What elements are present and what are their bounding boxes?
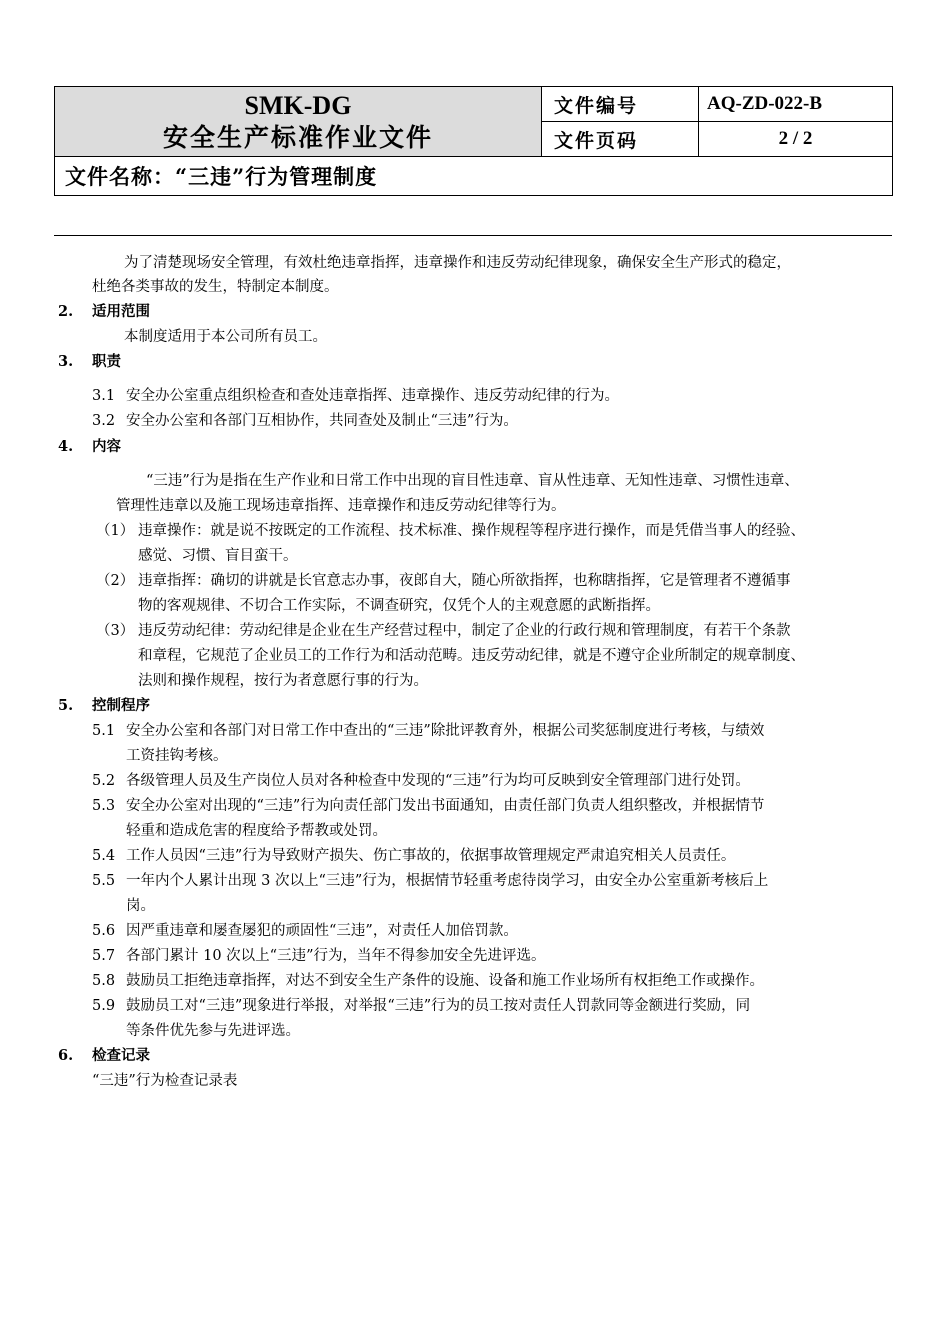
item-5-1-number: 5.1 xyxy=(92,723,116,739)
document-title-cell xyxy=(55,87,542,157)
item-5-7-text: 各部门累计 10 次以上“三违”行为，当年不得参加安全先进评选。 xyxy=(126,948,546,964)
item-5-5-number: 5.5 xyxy=(92,873,116,889)
item-3-1-number: 3.1 xyxy=(92,388,116,404)
item-5-5-line-2: 岗。 xyxy=(126,898,155,914)
item-4-2-line-2: 物的客观规律、不切合工作实际，不调查研究，仅凭个人的主观意愿的武断指挥。 xyxy=(138,598,660,614)
item-5-1-line-2: 工资挂钩考核。 xyxy=(126,748,228,764)
item-5-9-line-1: 鼓励员工对“三违”现象进行举报，对举报“三违”行为的员工按对责任人罚款同等金额进行奖励，同 xyxy=(126,998,751,1014)
section-4-para-line-1: “三违”行为是指在生产作业和日常工作中出现的盲目性违章、盲从性违章、无知性违章、习惯性违章、 xyxy=(146,473,799,489)
item-4-3-line-2: 和章程，它规范了企业员工的工作行为和活动范畴。违反劳动纪律，就是不遵守企业所制定的规章制度、 xyxy=(138,648,805,664)
document-name-label: 文件名称： xyxy=(65,164,175,189)
header-divider xyxy=(54,235,892,236)
document-header-table xyxy=(54,86,893,196)
item-4-3-number: （3） xyxy=(96,623,135,639)
section-6-title: 检查记录 xyxy=(92,1047,150,1064)
item-5-8-text: 鼓励员工拒绝违章指挥，对达不到安全生产条件的设施、设备和施工作业场所有权拒绝工作或操作。 xyxy=(126,973,764,989)
page-number-value: 2 / 2 xyxy=(699,122,893,157)
section-6-text: “三违”行为检查记录表 xyxy=(92,1073,238,1089)
item-4-2-line-1: 违章指挥：确切的讲就是长官意志办事，夜郎自大，随心所欲指挥，也称瞎指挥，它是管理者不遵循事 xyxy=(138,573,791,589)
item-4-1-line-1: 违章操作：就是说不按既定的工作流程、技术标准、操作规程等程序进行操作，而是凭借当事人的经验、 xyxy=(138,523,805,539)
item-5-9-line-2: 等条件优先参与先进评选。 xyxy=(126,1023,300,1039)
item-5-4-number: 5.4 xyxy=(92,848,116,864)
section-5-number: 5. xyxy=(58,697,74,714)
item-4-1-number: （1） xyxy=(96,523,135,539)
section-3-title: 职责 xyxy=(92,353,121,370)
item-3-2-text: 安全办公室和各部门互相协作，共同查处及制止“三违”行为。 xyxy=(126,413,518,429)
item-4-3-line-3: 法则和操作规程，按行为者意愿行事的行为。 xyxy=(138,673,428,689)
document-name-row xyxy=(55,157,893,196)
section-4-para-line-2: 管理性违章以及施工现场违章指挥、违章操作和违反劳动纪律等行为。 xyxy=(116,498,566,514)
section-2-number: 2. xyxy=(58,303,74,320)
item-5-1-line-1: 安全办公室和各部门对日常工作中查出的“三违”除批评教育外，根据公司奖惩制度进行考核，与绩效 xyxy=(126,723,765,739)
doc-number-value: AQ-ZD-022-B xyxy=(699,87,893,122)
item-5-6-text: 因严重违章和屡查屡犯的顽固性“三违”，对责任人加倍罚款。 xyxy=(126,923,518,939)
item-5-3-line-1: 安全办公室对出现的“三违”行为向责任部门发出书面通知，由责任部门负责人组织整改，并根据情节 xyxy=(126,798,765,814)
intro-line-1: 为了清楚现场安全管理，有效杜绝违章指挥，违章操作和违反劳动纪律现象，确保安全生产形式的稳定， xyxy=(124,255,791,271)
item-5-3-line-2: 轻重和造成危害的程度给予帮教或处罚。 xyxy=(126,823,387,839)
item-5-7-number: 5.7 xyxy=(92,948,116,964)
section-6-number: 6. xyxy=(58,1047,74,1064)
item-5-2-number: 5.2 xyxy=(92,773,116,789)
section-5-title: 控制程序 xyxy=(92,697,150,714)
item-5-2-text: 各级管理人员及生产岗位人员对各种检查中发现的“三违”行为均可反映到安全管理部门进行处罚。 xyxy=(126,773,750,789)
doc-number-label: 文件编号 xyxy=(542,87,699,122)
item-4-2-number: （2） xyxy=(96,573,135,589)
item-5-3-number: 5.3 xyxy=(92,798,116,814)
item-3-1-text: 安全办公室重点组织检查和查处违章指挥、违章操作、违反劳动纪律的行为。 xyxy=(126,388,619,404)
item-4-1-line-2: 感觉、习惯、盲目蛮干。 xyxy=(138,548,298,564)
section-2-title: 适用范围 xyxy=(92,303,150,320)
section-2-text: 本制度适用于本公司所有员工。 xyxy=(124,329,327,345)
item-5-8-number: 5.8 xyxy=(92,973,116,989)
item-3-2-number: 3.2 xyxy=(92,413,116,429)
section-4-title: 内容 xyxy=(92,438,121,455)
item-5-9-number: 5.9 xyxy=(92,998,116,1014)
item-5-5-line-1: 一年内个人累计出现 3 次以上“三违”行为，根据情节轻重考虑待岗学习，由安全办公室重新考核后上 xyxy=(126,873,769,889)
section-4-number: 4. xyxy=(58,438,74,455)
item-5-6-number: 5.6 xyxy=(92,923,116,939)
company-name: SMK-DG xyxy=(244,90,352,120)
document-type: 安全生产标准作业文件 xyxy=(162,122,433,152)
page-number-label: 文件页码 xyxy=(542,122,699,157)
section-3-number: 3. xyxy=(58,353,74,370)
document-name-value: “三违”行为管理制度 xyxy=(175,164,378,189)
item-5-4-text: 工作人员因“三违”行为导致财产损失、伤亡事故的，依据事故管理规定严肃追究相关人员责任。 xyxy=(126,848,736,864)
intro-line-2: 杜绝各类事故的发生，特制定本制度。 xyxy=(92,279,339,295)
item-4-3-line-1: 违反劳动纪律：劳动纪律是企业在生产经营过程中，制定了企业的行政行规和管理制度，有若干个条款 xyxy=(138,623,791,639)
